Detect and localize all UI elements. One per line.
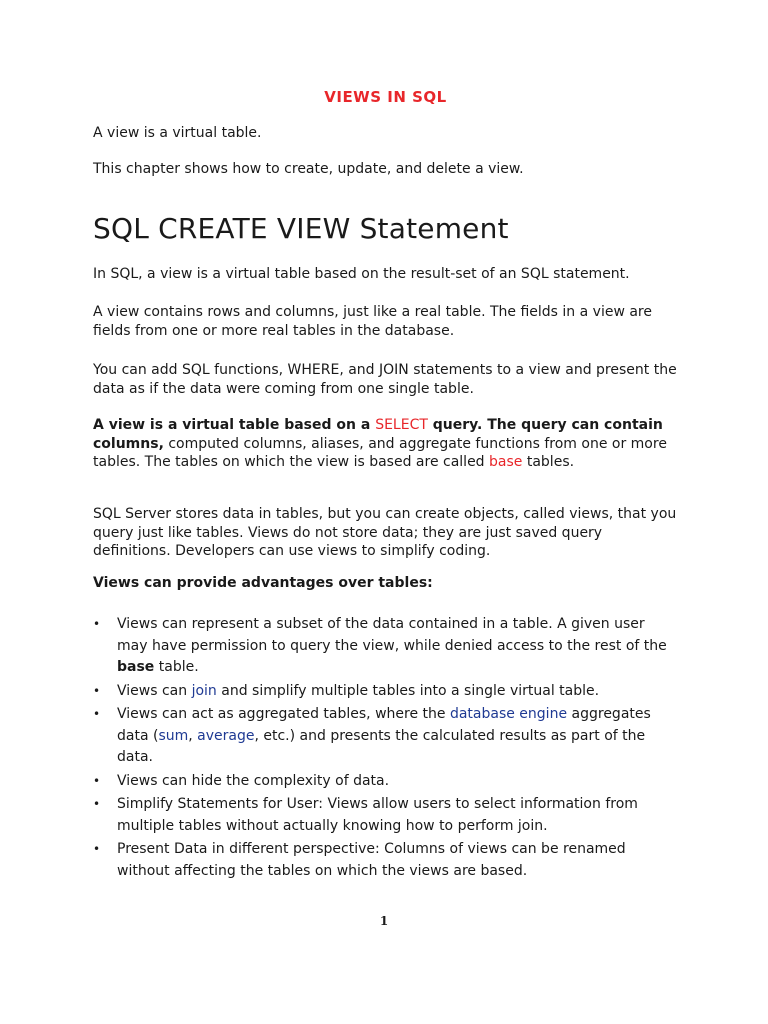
- paragraph-5: SQL Server stores data in tables, but you can create objects, called views, that you query just like tables. Views do not store data; they are just saved query definitions. Developers can use views to simplify coding.: [93, 506, 677, 559]
- database-engine-link[interactable]: database engine: [449, 706, 568, 722]
- list-item: [93, 839, 678, 882]
- item1-end: table.: [154, 659, 199, 675]
- join-link[interactable]: join: [191, 682, 217, 699]
- item3-text: Views can act as aggregated tables, where the: [117, 706, 450, 722]
- base-bold: base: [117, 659, 155, 675]
- item4-text: Views can hide the complexity of data.: [117, 772, 390, 789]
- sum-link[interactable]: sum: [158, 727, 189, 744]
- paragraph-1: In SQL, a view is a virtual table based on the result-set of an SQL statement.: [93, 266, 630, 282]
- item2-end: and simplify multiple tables into a single virtual table.: [216, 682, 600, 699]
- advantages-heading: Views can provide advantages over tables:: [93, 575, 433, 591]
- bullet-icon: •: [93, 773, 101, 788]
- bullet-icon: •: [93, 842, 101, 856]
- item3-end: , etc.) and presents the calculated results as part of the data.: [117, 727, 646, 765]
- item3-sep: ,: [188, 727, 198, 744]
- p4-bold-start: A view is a virtual table based on a: [93, 417, 376, 433]
- item1-text: Views can represent a subset of the data contained in a table. A given user may have permission to query the view, while denied access to the rest of the: [117, 616, 667, 654]
- list-item: [93, 794, 678, 837]
- select-keyword: SELECT: [375, 417, 428, 433]
- advantages-list: [93, 614, 678, 884]
- document-title: VIEWS IN SQL: [324, 88, 447, 106]
- item3-mid: aggregates data (: [117, 706, 651, 744]
- list-item: [93, 704, 678, 769]
- item6-text: Present Data in different perspective: Columns of views can be renamed without affecting the tables on which the views are based.: [117, 841, 626, 879]
- paragraph-4: [93, 416, 678, 472]
- intro-line-1: A view is a virtual table.: [93, 125, 262, 141]
- item5-text: Simplify Statements for User: Views allow users to select information from multiple tables without actually knowing how to perform join.: [117, 796, 638, 834]
- bullet-icon: •: [93, 617, 101, 631]
- list-item: [93, 681, 678, 703]
- paragraph-3: You can add SQL functions, WHERE, and JOIN statements to a view and present the data as if the data were coming from one single table.: [93, 362, 677, 397]
- paragraph-2: A view contains rows and columns, just like a real table. The fields in a view are fields from one or more real tables in the database.: [93, 304, 652, 339]
- bullet-icon: •: [93, 797, 101, 811]
- section-heading: SQL CREATE VIEW Statement: [93, 212, 509, 245]
- p4-bold-end: query. The query can contain columns,: [93, 417, 663, 452]
- intro-line-2: This chapter shows how to create, update, and delete a view.: [93, 161, 524, 177]
- p4-end: tables.: [522, 454, 575, 470]
- list-item: [93, 614, 678, 679]
- p4-rest: computed columns, aliases, and aggregate functions from one or more tables. The tables on which the view is based are called: [93, 435, 667, 470]
- bullet-icon: •: [93, 707, 101, 721]
- average-link[interactable]: average: [197, 727, 255, 744]
- bullet-icon: •: [93, 683, 101, 698]
- list-item: [93, 771, 678, 793]
- base-keyword: base: [489, 454, 523, 470]
- item2-text: Views can: [117, 682, 192, 699]
- page-number: 1: [379, 914, 389, 928]
